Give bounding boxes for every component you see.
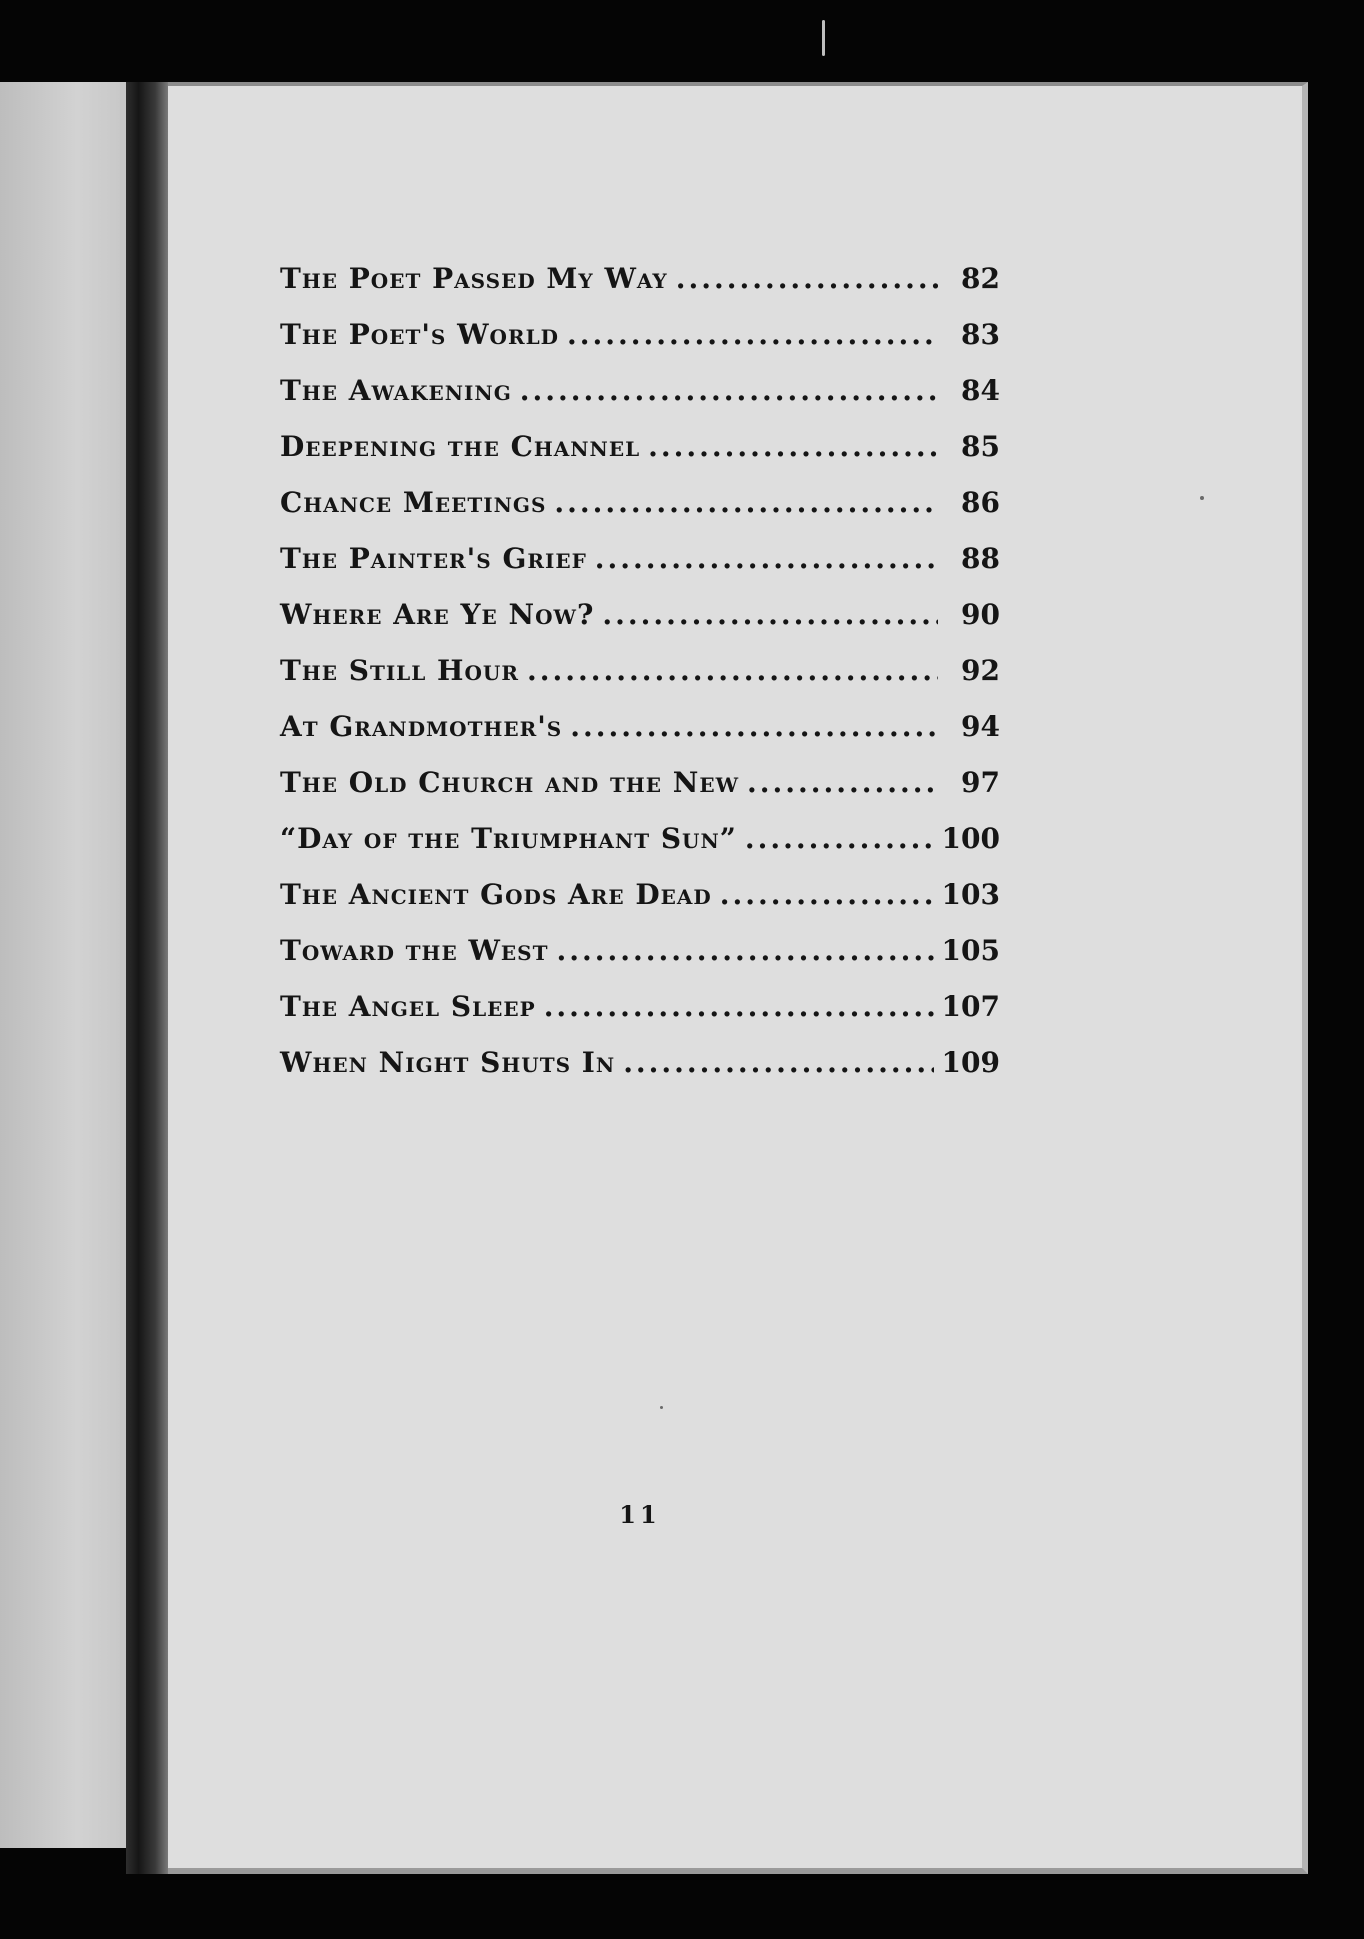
- toc-entry-page: 94: [961, 710, 1000, 743]
- toc-entry: [280, 710, 1000, 766]
- scan-mark: [822, 20, 825, 56]
- dot-leader: [602, 598, 938, 631]
- dot-leader: [567, 318, 938, 351]
- toc-entry-title: Deepening the Channel: [280, 430, 641, 463]
- toc-entry-title: Where Are Ye Now?: [280, 598, 595, 631]
- toc-entry-page: 100: [941, 822, 1000, 855]
- toc-entry-page: 82: [961, 262, 1000, 295]
- page-number: 11: [619, 1500, 661, 1529]
- toc-entry-title: The Angel Sleep: [280, 990, 536, 1023]
- toc-entry-page: 92: [961, 654, 1000, 687]
- toc-entry-title: “Day of the Triumphant Sun”: [280, 822, 737, 855]
- toc-entry: [280, 1046, 1000, 1102]
- dot-leader: [648, 430, 938, 463]
- toc-entry-page: 86: [961, 486, 1000, 519]
- toc-entry-page: 107: [941, 990, 1000, 1023]
- dot-leader: [520, 374, 938, 407]
- toc-entry-title: Chance Meetings: [280, 486, 547, 519]
- dot-leader: [544, 990, 934, 1023]
- dot-leader: [527, 654, 938, 687]
- toc-entry-title: The Painter's Grief: [280, 542, 587, 575]
- toc-entry: [280, 318, 1000, 374]
- toc-entry-title: The Old Church and the New: [280, 766, 740, 799]
- dot-leader: [623, 1046, 933, 1079]
- toc-entry-title: The Poet Passed My Way: [280, 262, 668, 295]
- toc-entry-page: 84: [961, 374, 1000, 407]
- toc-entry: [280, 654, 1000, 710]
- toc-entry-title: Toward the West: [280, 934, 549, 967]
- dot-leader: [570, 710, 938, 743]
- dot-leader: [554, 486, 938, 519]
- toc-entry-title: The Ancient Gods Are Dead: [280, 878, 712, 911]
- paper-speck: [1200, 496, 1204, 500]
- toc-entry: [280, 766, 1000, 822]
- toc-entry-page: 88: [961, 542, 1000, 575]
- toc-entry: [280, 262, 1000, 318]
- book-spine-shadow: [126, 82, 168, 1874]
- toc-entry-title: The Poet's World: [280, 318, 559, 351]
- toc-entry-title: At Grandmother's: [280, 710, 563, 743]
- paper-speck: [660, 1406, 663, 1409]
- toc-entry: [280, 486, 1000, 542]
- toc-entry-title: The Awakening: [280, 374, 512, 407]
- toc-entry-title: When Night Shuts In: [280, 1046, 616, 1079]
- toc-entry: [280, 374, 1000, 430]
- toc-entry-page: 90: [961, 598, 1000, 631]
- toc-entry-title: The Still Hour: [280, 654, 519, 687]
- facing-page-edge: [0, 82, 140, 1848]
- toc-entry: [280, 934, 1000, 990]
- dot-leader: [556, 934, 933, 967]
- dot-leader: [595, 542, 938, 575]
- toc-entry: [280, 822, 1000, 878]
- toc-entry-page: 85: [961, 430, 1000, 463]
- toc-entry: [280, 990, 1000, 1046]
- dot-leader: [745, 822, 934, 855]
- toc-entry-page: 109: [941, 1046, 1000, 1079]
- toc-entry-page: 83: [961, 318, 1000, 351]
- toc-entry: [280, 430, 1000, 486]
- toc-entry: [280, 878, 1000, 934]
- dot-leader: [747, 766, 938, 799]
- toc-entry-page: 103: [941, 878, 1000, 911]
- table-of-contents: [280, 262, 1000, 1102]
- toc-entry: [280, 598, 1000, 654]
- dot-leader: [676, 262, 938, 295]
- toc-entry: [280, 542, 1000, 598]
- dot-leader: [720, 878, 934, 911]
- toc-entry-page: 105: [941, 934, 1000, 967]
- toc-entry-page: 97: [961, 766, 1000, 799]
